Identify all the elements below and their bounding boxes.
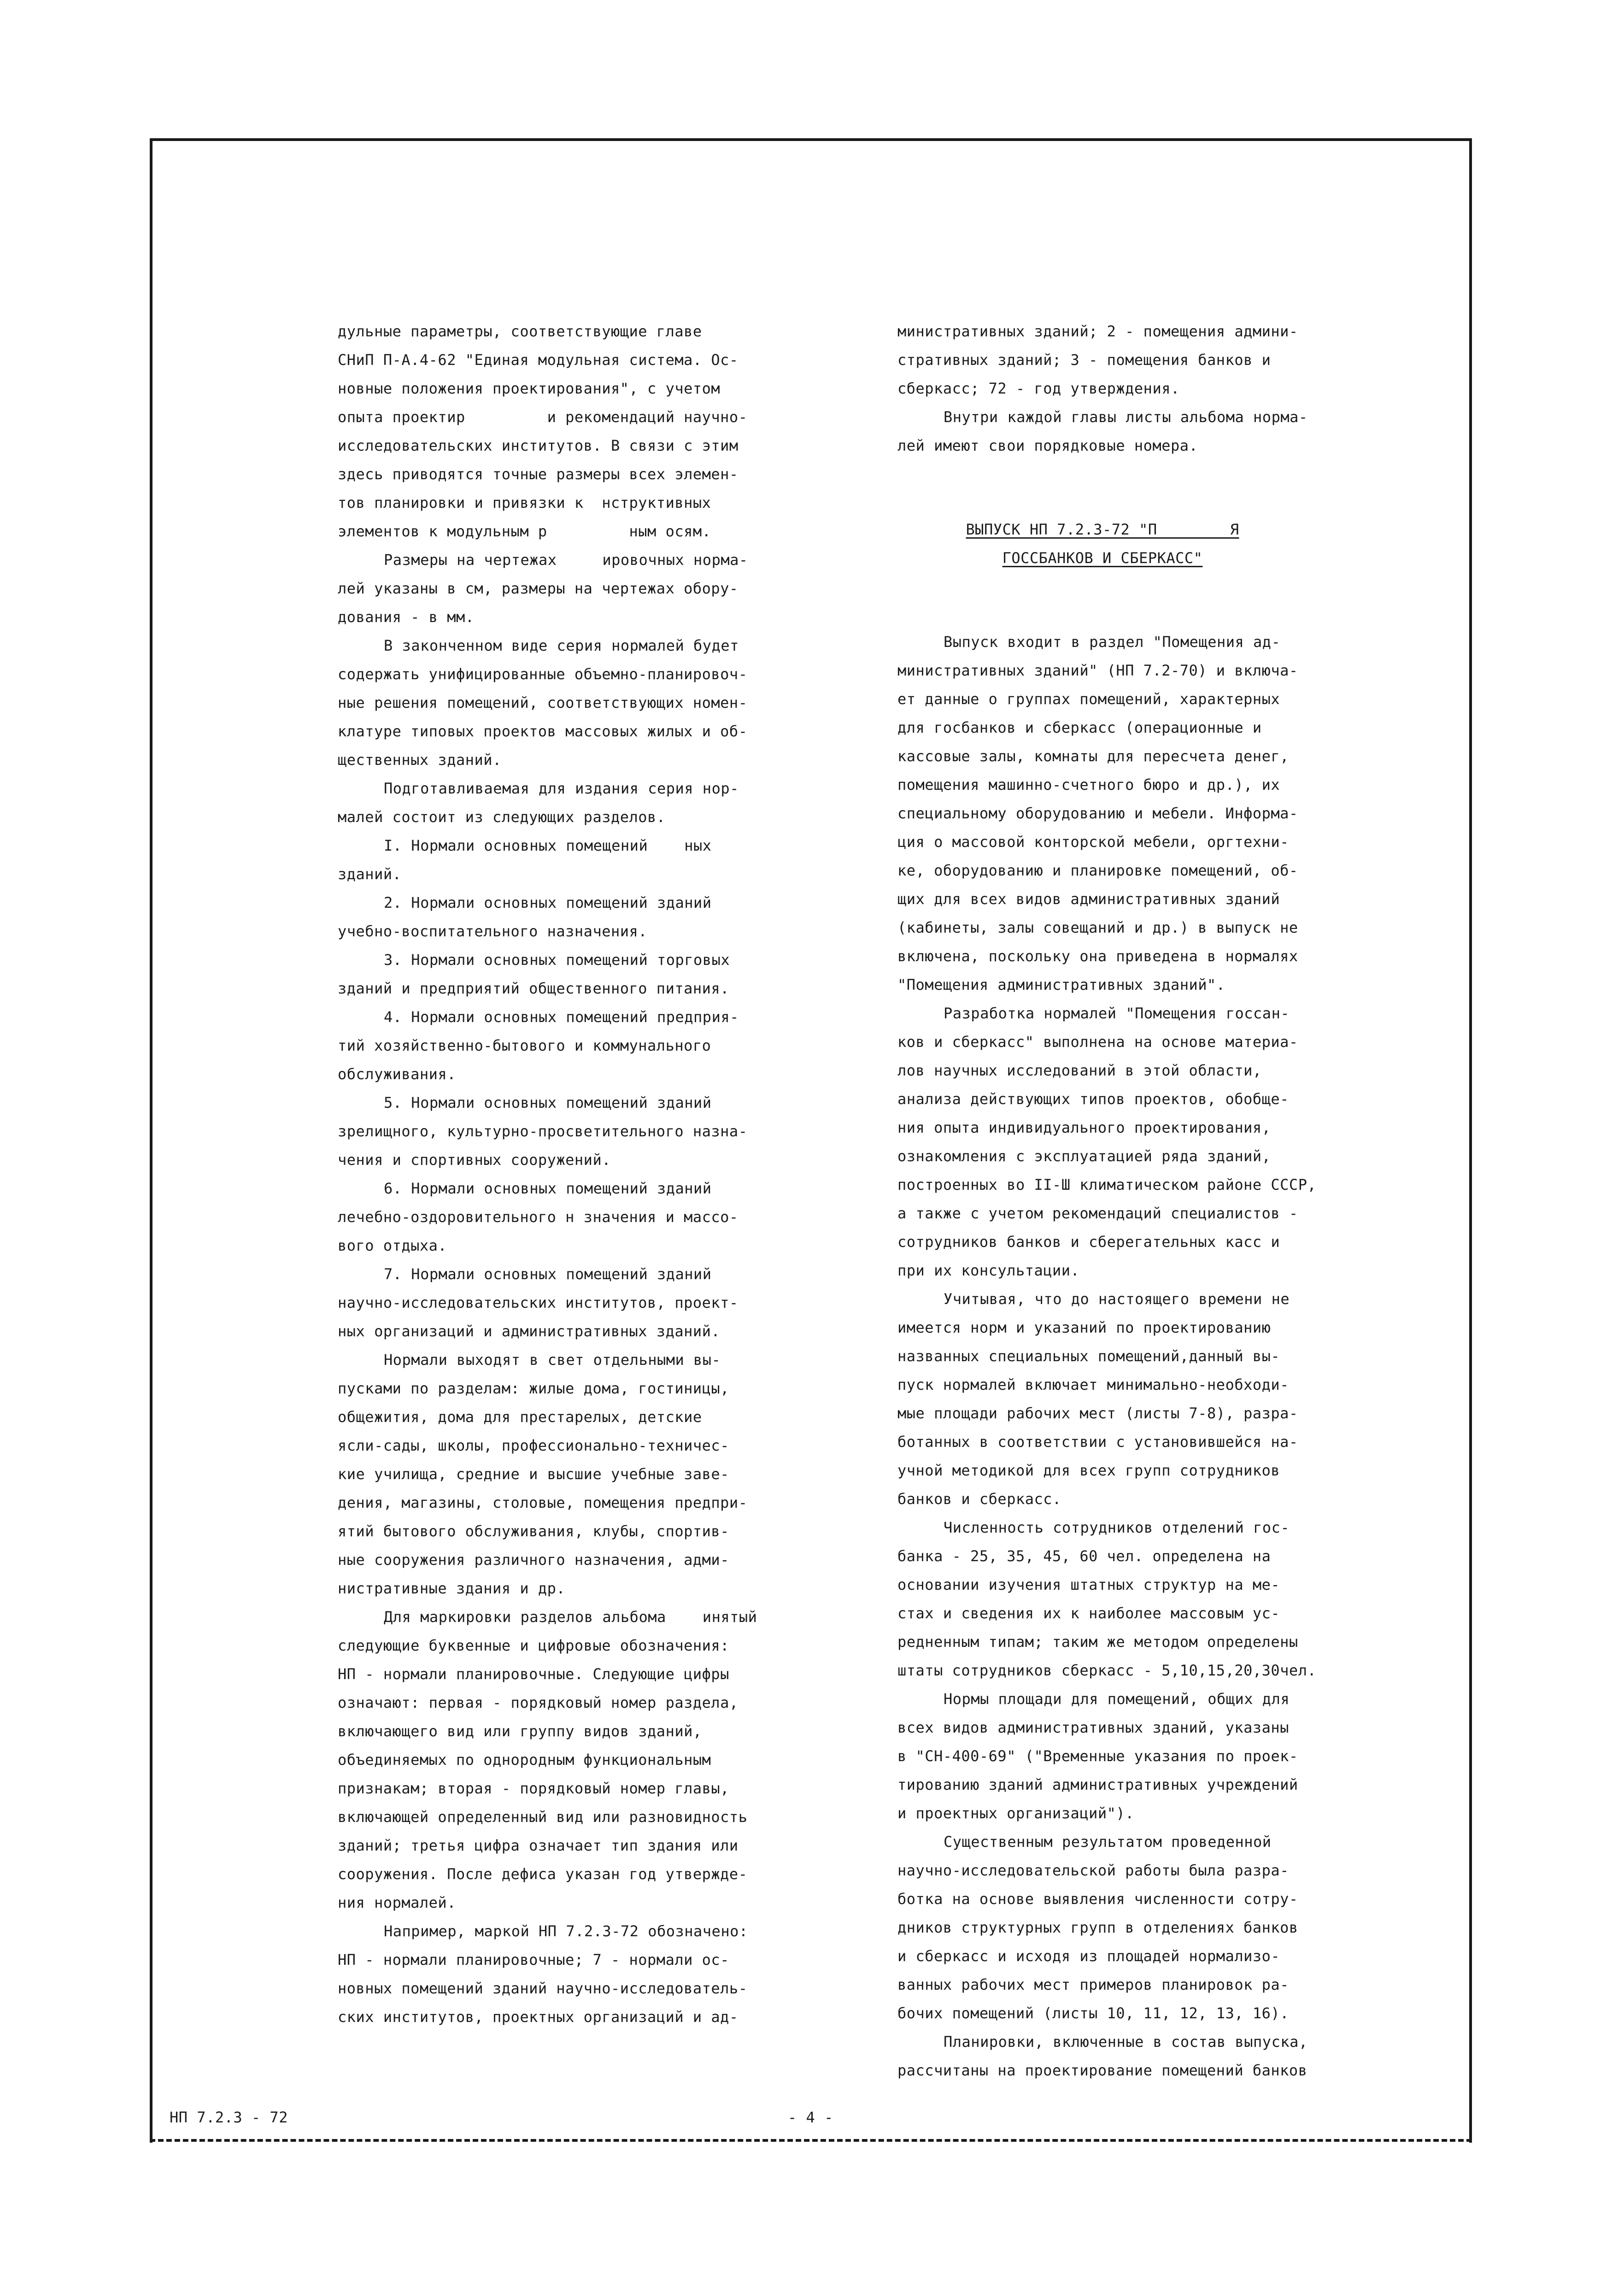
text-line: нистративные здания и др. (338, 1580, 566, 1597)
text-line: 5. Нормали основных помещений зданий (384, 1094, 712, 1111)
text-line: ет данные о группах помещений, характерных (897, 690, 1280, 708)
text-line: для госбанков и сберкасс (операционные и (897, 719, 1262, 736)
text-line: щих для всех видов административных зданий (897, 890, 1280, 908)
text-line: учебно-воспитательного назначения. (338, 923, 648, 940)
text-line: стах и сведения их к наиболее массовым ус- (897, 1604, 1280, 1622)
text-line: лей указаны в см, размеры на чертежах обору- (338, 580, 739, 597)
text-line: ясли-сады, школы, профессионально-техничес- (338, 1437, 729, 1454)
text-line: в "СН-400-69" ("Временные указания по проек- (897, 1747, 1298, 1765)
text-line: мые площади рабочих мест (листы 7-8), разра- (897, 1405, 1298, 1422)
text-line: тов планировки и привязки к нструктивных (338, 494, 711, 511)
text-line: помещения машинно-счетного бюро и др.), их (897, 776, 1280, 793)
text-line: зданий. (338, 865, 402, 883)
text-line: ятий бытового обслуживания, клубы, спортив- (338, 1522, 729, 1540)
text-line: всех видов административных зданий, указаны (897, 1719, 1289, 1736)
text-line: сберкасс; 72 - год утверждения. (897, 380, 1180, 397)
text-line: тий хозяйственно-бытового и коммунального (338, 1037, 711, 1054)
text-line: штаты сотрудников сберкасс - 5,10,15,20,30чел. (897, 1662, 1317, 1679)
text-line: элементов к модульным р ным осям. (338, 523, 711, 540)
text-line: Для маркировки разделов альбома инятый (384, 1608, 757, 1626)
text-line: малей состоит из следующих разделов. (338, 808, 666, 826)
footer-page-number: - 4 - (788, 2109, 833, 2126)
text-line: Размеры на чертежах ировочных нормa- (384, 551, 748, 569)
text-line: клатуре типовых проектов массовых жилых и об- (338, 723, 748, 740)
text-line: здесь приводятся точные размеры всех элемен- (338, 465, 739, 483)
text-line: включающего вид или группу видов зданий, (338, 1722, 702, 1740)
text-line: объединяемых по однородным функциональным (338, 1751, 711, 1769)
text-line: НП - нормали планировочные. Следующие цифры (338, 1665, 729, 1683)
text-line: дников структурных групп в отделениях банков (897, 1919, 1298, 1936)
heading-line: ГОССБАНКОВ И СБЕРКАСС" (1002, 549, 1203, 567)
text-line: ских институтов, проектных организаций и ад- (338, 2008, 739, 2026)
text-line: лов научных исследований в этой области, (897, 1062, 1262, 1079)
text-line: тированию зданий административных учреждений (897, 1776, 1298, 1793)
text-line: и проектных организаций"). (897, 1804, 1134, 1822)
text-line: дования - в мм. (338, 608, 475, 626)
text-line: Разработка нормалей "Помещения госсан- (944, 1005, 1290, 1022)
text-line: (кабинеты, залы совещаний и др.) в выпуск не (897, 919, 1298, 936)
text-line: ков и сберкасс" выполнена на основе материа- (897, 1033, 1298, 1051)
text-line: признакам; вторая - порядковый номер главы, (338, 1780, 729, 1797)
text-line: кассовые залы, комнаты для пересчета денег, (897, 747, 1289, 765)
text-line: лечебно-оздоровительного н значения и массо- (338, 1208, 739, 1226)
text-line: ния нормалей. (338, 1894, 456, 1911)
text-line: 2. Нормали основных помещений зданий (384, 894, 712, 911)
text-line: Учитывая, что до настоящего времени не (944, 1290, 1290, 1308)
text-line: а также с учетом рекомендаций специалистов - (897, 1205, 1298, 1222)
text-line: министративных зданий; 2 - помещения админи- (897, 323, 1298, 340)
text-line: "Помещения административных зданий". (897, 976, 1225, 993)
text-line: названных специальных помещений,данный вы- (897, 1347, 1280, 1365)
text-line: Численность сотрудников отделений гос- (944, 1519, 1290, 1536)
text-line: ные решения помещений, соответствующих номен- (338, 694, 748, 711)
text-line: и сберкасс и исходя из площадей нормализо- (897, 1947, 1280, 1965)
text-line: стративных зданий; 3 - помещения банков и (897, 351, 1271, 369)
right-column-intro (897, 317, 1307, 460)
text-line: редненным типам; таким же методом определены (897, 1633, 1298, 1651)
text-line: ных организаций и административных зданий. (338, 1322, 721, 1340)
text-line: I. Нормали основных помещений ных (384, 837, 712, 854)
text-line: 3. Нормали основных помещений торговых (384, 951, 730, 969)
text-line: Существенным результатом проведенной (944, 1833, 1272, 1851)
text-line: пуск нормалей включает минимально-необходи- (897, 1376, 1289, 1393)
text-line: основании изучения штатных структур на ме- (897, 1576, 1280, 1593)
text-line: дульные параметры, соответствующие главе (338, 323, 702, 340)
bottom-rule (150, 2139, 1472, 2142)
text-line: исследовательских институтов. В связи с этим (338, 437, 739, 454)
text-line: вого отдыха. (338, 1237, 447, 1254)
text-line: 4. Нормали основных помещений предприя- (384, 1008, 739, 1026)
text-line: новные положения проектирования", с учетом (338, 380, 721, 397)
text-line: ознакомления с эксплуатацией ряда зданий, (897, 1147, 1271, 1165)
text-line: чения и спортивных сооружений. (338, 1151, 611, 1169)
text-line: Например, маркой НП 7.2.3-72 обозначено: (384, 1922, 748, 1940)
text-line: Нормали выходят в свет отдельными вы- (384, 1351, 721, 1369)
text-line: щественных зданий. (338, 751, 502, 769)
text-line: ные сооружения различного назначения, адми- (338, 1551, 729, 1569)
text-line: зданий; третья цифра означает тип здания или (338, 1837, 739, 1854)
text-line: зрелищного, культурно-просветительного назна- (338, 1122, 748, 1140)
text-line: включена, поскольку она приведена в нормалях (897, 947, 1298, 965)
text-line: обслуживания. (338, 1065, 456, 1083)
text-line: построенных во II-Ш климатическом районе СССР, (897, 1176, 1317, 1193)
text-line: Выпуск входит в раздел "Помещения ад- (944, 633, 1281, 651)
text-line: кие училища, средние и высшие учебные заве- (338, 1465, 729, 1483)
text-line: содержать унифицированные объемно-планировоч- (338, 665, 748, 683)
text-line: при их консультации. (897, 1262, 1080, 1279)
text-line: рассчитаны на проектирование помещений банков (897, 2062, 1307, 2079)
text-line: ботка на основе выявления численности сотру- (897, 1890, 1298, 1908)
text-line: включающей определенный вид или разновидность (338, 1808, 748, 1826)
text-line: новных помещений зданий научно-исследователь- (338, 1980, 748, 1997)
text-line: Планировки, включенные в состав выпуска, (944, 2033, 1308, 2051)
text-line: бочих помещений (листы 10, 11, 12, 13, 16). (897, 2004, 1289, 2022)
text-line: опыта проектир и рекомендаций научно- (338, 408, 748, 426)
text-line: имеется норм и указаний по проектированию (897, 1319, 1271, 1336)
text-line: Внутри каждой главы листы альбома норма- (944, 408, 1308, 426)
text-line: ке, оборудованию и планировке помещений, об- (897, 862, 1298, 879)
text-line: СНиП П-А.4-62 "Единая модульная система. Ос- (338, 351, 739, 369)
heading-line: ВЫПУСК НП 7.2.3-72 "П Я (966, 521, 1239, 538)
text-line: 6. Нормали основных помещений зданий (384, 1180, 712, 1197)
text-line: означают: первая - порядковый номер раздела, (338, 1694, 739, 1711)
text-line: банков и сберкасс. (897, 1490, 1061, 1508)
text-line: Подготавливаемая для издания серия нор- (384, 780, 739, 797)
text-line: В законченном виде серия нормалей будет (384, 637, 739, 654)
text-line: сотрудников банков и сберегательных касс и (897, 1233, 1280, 1251)
text-line: дения, магазины, столовые, помещения предпри- (338, 1494, 748, 1511)
text-line: зданий и предприятий общественного питания. (338, 980, 729, 997)
text-line: министративных зданий" (НП 7.2-70) и включа- (897, 662, 1298, 679)
footer-document-code: НП 7.2.3 - 72 (170, 2109, 288, 2126)
right-column-body (897, 628, 1317, 2085)
text-line: ция о массовой конторской мебели, оргтехни- (897, 833, 1289, 851)
section-heading (897, 515, 1307, 572)
text-line: следующие буквенные и цифровые обозначения: (338, 1637, 729, 1654)
text-line: научно-исследовательских институтов, проект- (338, 1294, 739, 1311)
text-line: научно-исследовательской работы была разра- (897, 1862, 1289, 1879)
text-line: учной методикой для всех групп сотрудников (897, 1462, 1280, 1479)
text-line: ванных рабочих мест примеров планировок ра- (897, 1976, 1289, 1993)
text-line: анализа действующих типов проектов, обобще- (897, 1090, 1289, 1108)
text-line: ния опыта индивидуального проектирования, (897, 1119, 1271, 1136)
text-line: ботанных в соответствии с установившейся на- (897, 1433, 1298, 1451)
text-line: пусками по разделам: жилые дома, гостиницы, (338, 1380, 729, 1397)
text-line: Нормы площади для помещений, общих для (944, 1690, 1290, 1708)
text-line: сооружения. После дефиса указан год утвержде- (338, 1865, 748, 1883)
right-text-column (897, 317, 1317, 2085)
left-text-column (338, 317, 757, 2031)
text-line: 7. Нормали основных помещений зданий (384, 1265, 712, 1283)
text-line: общежития, дома для престарелых, детские (338, 1408, 702, 1426)
text-line: лей имеют свои порядковые номера. (897, 437, 1198, 454)
text-line: специальному оборудованию и мебели. Информа- (897, 805, 1298, 822)
text-line: НП - нормали планировочные; 7 - нормали ос- (338, 1951, 729, 1969)
text-line: банка - 25, 35, 45, 60 чел. определена на (897, 1547, 1271, 1565)
